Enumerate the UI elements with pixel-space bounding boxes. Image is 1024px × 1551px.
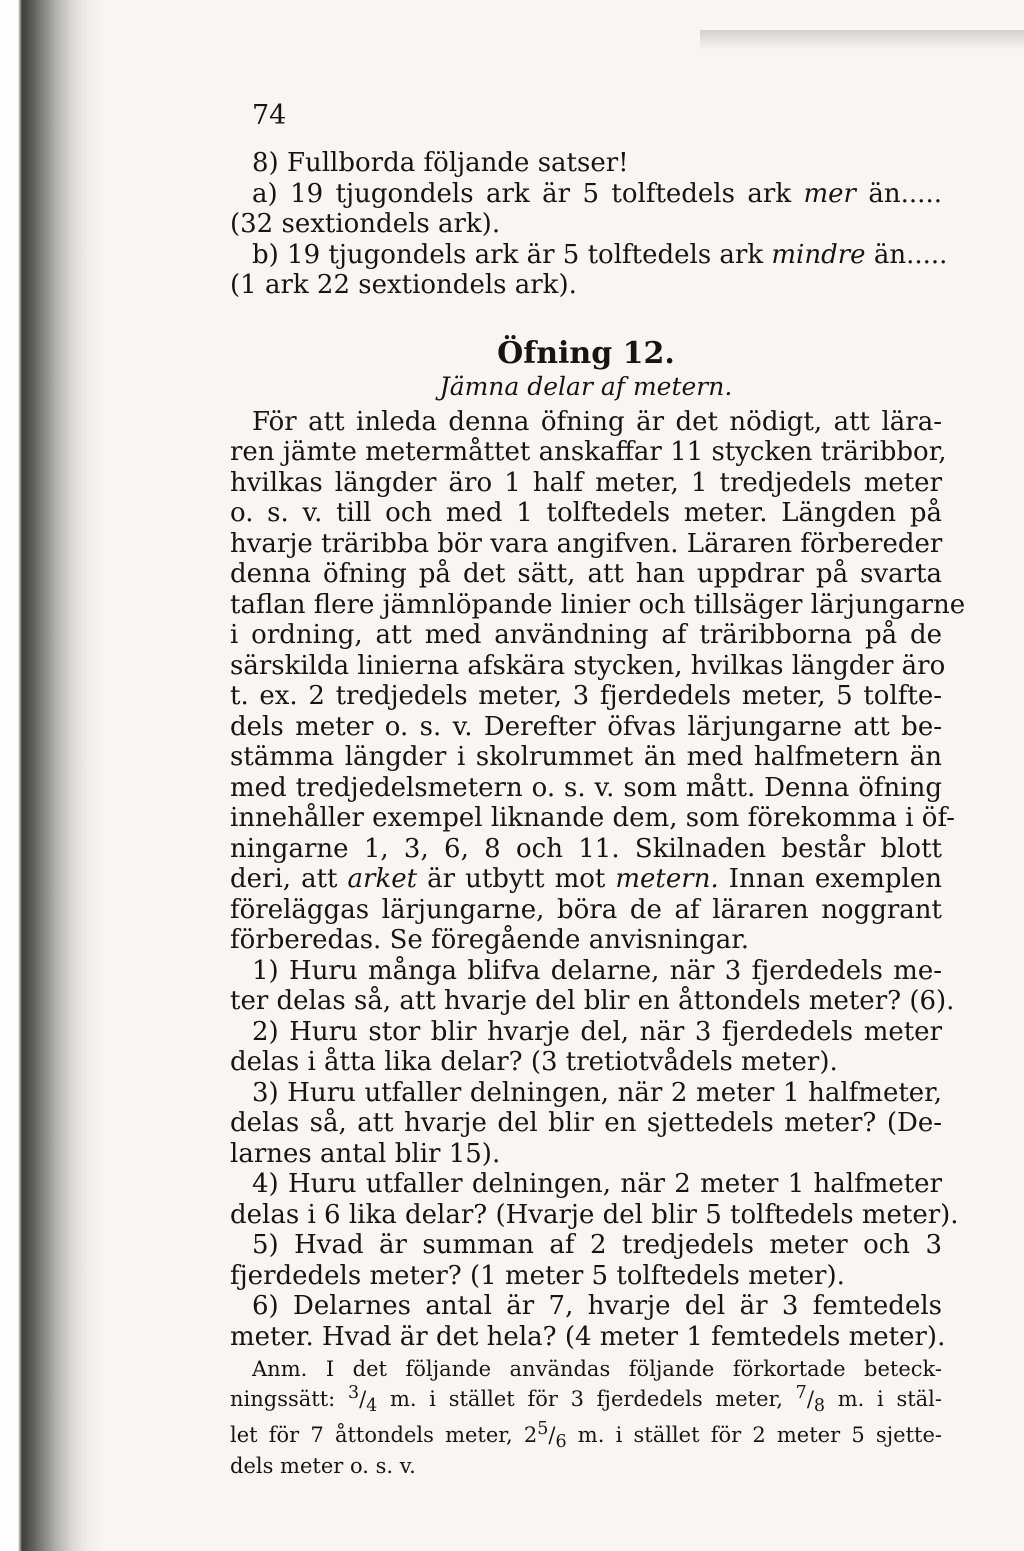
intro-line: t. ex. 2 tredjedels meter, 3 fjerdedels meter, 5 tolfte- <box>230 681 942 711</box>
intro-line: hvarje träribba bör vara angifven. Läraren förbereder <box>230 528 943 559</box>
exercise-8-a-answer: (32 sextiondels ark). <box>230 209 501 239</box>
book-page <box>230 0 966 1551</box>
note-line: Anm. I det följande användas följande förkortade beteck- <box>252 1357 942 1381</box>
scan-binding-shadow <box>0 0 105 1551</box>
intro-line: ningarne 1, 3, 6, 8 och 11. Skilnaden består blott <box>230 833 942 864</box>
problem-5: 5) Hvad är summan af 2 tredjedels meter och 3 fjerdedels meter? (1 meter 5 tolftedels meter). <box>230 1230 942 1291</box>
intro-line: taflan flere jämnlöpande linier och tillsäger lärjungarne <box>230 589 966 620</box>
problem-list <box>230 955 959 1353</box>
intro-line: För att inleda denna öfning är det nödigt, att lära- <box>252 406 942 437</box>
problem-6: 6) Delarnes antal är 7, hvarje del är 3 femtedels meter. Hvad är det hela? (4 meter 1 femtedels meter). <box>230 1291 946 1352</box>
exercise-8-a: a) 19 tjugondels ark är 5 tolftedels ark mer än..... <box>252 178 942 209</box>
intro-line: o. s. v. till och med 1 tolftedels meter. Längden på <box>230 498 942 528</box>
intro-line: stämma längder i skolrummet än med halfmetern än <box>230 742 942 772</box>
intro-line: dels meter o. s. v. Derefter öfvas lärjungarne att be- <box>230 711 942 742</box>
intro-line: ren jämte metermåttet anskaffar 11 stycken träribbor, <box>230 437 947 467</box>
exercise-8-b: b) 19 tjugondels ark är 5 tolftedels ark mindre än..... <box>252 239 948 270</box>
intro-line: denna öfning på det sätt, att han uppdrar på svarta <box>230 559 942 589</box>
intro-line: innehåller exempel liknande dem, som förekomma i öf- <box>230 803 955 833</box>
intro-line: föreläggas lärjungarne, böra de af läraren noggrant <box>230 894 942 925</box>
intro-line: förberedas. Se föregående anvisningar. <box>230 925 750 955</box>
footnote-anm <box>230 1358 942 1478</box>
note-label: Anm. <box>252 1357 308 1381</box>
section-heading: Öfning 12. <box>497 335 675 371</box>
intro-line: deri, att arket är utbytt mot metern. Innan exemplen <box>230 864 943 894</box>
section-subheading: Jämna delar af metern. <box>439 371 733 401</box>
page-body <box>230 148 966 1478</box>
page-number: 74 <box>252 100 287 131</box>
problem-3: 3) Huru utfaller delningen, när 2 meter 1 halfmeter, delas så, att hvarje del blir en sjettedels meter? (De- larnes antal blir 15). <box>230 1077 942 1169</box>
intro-line: med tredjedelsmetern o. s. v. som mått. Denna öfning <box>230 772 942 803</box>
intro-paragraph <box>230 406 966 956</box>
intro-line: särskilda linierna afskära stycken, hvilkas längder äro <box>230 650 946 681</box>
exercise-8 <box>230 148 948 301</box>
note-line: dels meter o. s. v. <box>230 1453 416 1478</box>
problem-4: 4) Huru utfaller delningen, när 2 meter 1 halfmeter delas i 6 lika delar? (Hvarje del blir 5 tolftedels meter). <box>230 1169 959 1230</box>
exercise-8-b-answer: (1 ark 22 sextiondels ark). <box>230 270 577 300</box>
problem-2: 2) Huru stor blir hvarje del, när 3 fjerdedels meter delas i åtta lika delar? (3 tretiotvådels meter). <box>230 1016 942 1077</box>
intro-line: hvilkas längder äro 1 half meter, 1 tredjedels meter <box>230 467 942 498</box>
exercise-8-instruction: 8) Fullborda följande satser! <box>252 148 629 178</box>
note-line: ningssätt: $^3/_4$ m. i stället för 3 fjerdedels meter, $^7/_8$ m. i stäl- <box>230 1382 942 1416</box>
note-line: let för 7 åttondels meter, $2^5/_6$ m. i stället för 2 meter 5 sjette- <box>230 1419 942 1453</box>
intro-line: i ordning, att med användning af träribborna på de <box>230 620 942 650</box>
problem-1: 1) Huru många blifva delarne, när 3 fjerdedels me- ter delas så, att hvarje del blir en åttondels meter? (6). <box>230 955 955 1016</box>
